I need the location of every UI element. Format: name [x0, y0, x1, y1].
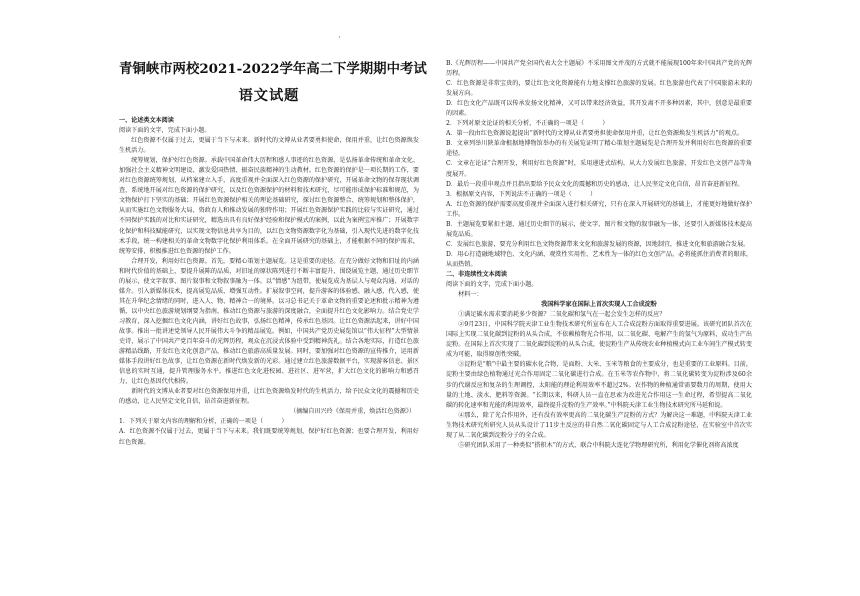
paragraph-4: 新时代的文博从业者要对红色资源保用并重，让红色资源焕发时代的生机活力，给予民众文化的震撼和历史的感动，让人民坚定文化自信，昂首奋进新征程。 — [119, 388, 419, 406]
paragraph-1: 红色资源不仅属于过去，更属于当下与未来。新时代的文博从业者要勇担使命，保用并重，让红色资源焕发生机活力。 — [119, 137, 419, 155]
right-column — [446, 0, 752, 596]
page-title: 青铜峡市两校2021-2022学年高二下学期期中考试 — [119, 61, 427, 77]
page-marker: · — [338, 33, 341, 43]
paragraph-2: 统筹规划，保护好红色资源。承载中国革命伟大历程和感人事迹的红色资源，是弘扬革命传统和革命文化、加强社会主义精神文明建设、激发爱国热情、振奋民族精神的生动教材。红色资源的保护是一项长期的工作，要对红色资源统筹规划，从档案建立入手，高度重视并全面深入红色资源的保护研究，开展革命文物的保存现状调查，系统地开展对红色资源的保护研究，以及红色资源保护的材料和技术研究，尽可能形成保护标准和规范，为文物保护打下坚实的基础；开展红色资源保护相关的理论基础研究，探讨红色资源整合、统筹规划和整体保护，从而实施红色文物服务大局、资政育人和推动发展的独特作用；开展红色资源保护实践的比较与实证研究，通过不同保护实践的对比和实证研究，精选出具有良好保护经验和保护模式的案例，以此为案例宝库推广；开展数字化保护和科技赋能研究，以实现文物信息共享为目的，以红色文物资源数字化为基础，引入现代先进的数字化技术手段，统一构建相关的革命文物数字化保护利用体系。在全面开展研究的基础上，才能根据不同的保护需求，统筹安排，积极推进红色资源的保护工作。 — [119, 157, 419, 255]
question-1-option-a: A．红色资源不仅属于过去，更属于当下与未来。我们既要统筹规划，保护好红色资源；也要合理开发，利用好红色资源。 — [119, 428, 419, 446]
section2-instruction: 阅读下面的文字，完成下面小题。 — [446, 281, 538, 289]
material-paragraph-2: ②9月23日，中国科学院天津工业生物技术研究所宣布在人工合成淀粉方面取得重要进展。该研究团队首次在国际上实现二氧化碳到淀粉的从头合成，不依赖植物光合作用，以二氧化碳、电解产生的氢气为原料，成功生产出淀粉。在国际上首次实现了二氧化碳到淀粉的从头合成，使淀粉生产从传统农业种植模式向工业车间生产模式转变成为可能，取得原创性突破。 — [446, 321, 752, 359]
question-1: 1．下列关于原文内容的理解和分析，正确的一项是（ ） — [119, 418, 288, 426]
left-column — [119, 0, 427, 596]
material-label: 材料一： — [458, 291, 483, 299]
material-paragraph-5: ⑤研究团队采用了一种类似“搭积木”的方式，联合中科院大连化学物理研究所，利用化学催化剂将高浓度 — [458, 441, 739, 449]
section1-heading: 一、论述类文本阅读 — [119, 117, 174, 124]
page-subtitle: 语文试题 — [238, 88, 300, 104]
question-3-option-b: B．主题展览要紧扣主题，通过历史细节的展示，使文字、图片和文物的叙事融为一体，还要引入新媒体技术提高展览品质。 — [446, 220, 752, 238]
material-paragraph-3: ③淀粉是“粮”中最主要的碳水化合物，是面粉、大米、玉米等粮食的主要成分，也是重要的工业原料。目前，淀粉主要由绿色植物通过光合作用固定二氧化碳进行合成。在玉米等农作物中，将二氧化碳转变为淀粉涉及60余步的代谢反应和复杂的生理调控，太阳能的理论利用效率不超过2%。农作物的种植通常需要数月的周期，使用大量的土地、淡水、肥料等资源。“长期以来，科研人员一直在思索为改进光合作用这一生命过程，希望提高二氧化碳的转化速率和光能的利用效率，最终提升淀粉的生产效率。”中科院天津工业生物技术研究所马延和说。 — [446, 361, 752, 409]
material-paragraph-1: ①满足碳水需求要消耗多少资源？二氧化碳和氢气在一起会发生怎样的反应？ — [458, 311, 666, 319]
question-3: 3．根据原文内容，下列说法不正确的一项是（ ） — [446, 190, 597, 198]
question-2: 2．下列对原文论证的相关分析，不正确的一项是（ ） — [446, 120, 609, 128]
left-column-text — [119, 116, 419, 448]
question-1-option-c: C．红色资源是非常宝贵的，要让红色文化资源能有力地支撑红色旅游的发展。红色旅游也代表了中国旅游未来的发展方向。 — [446, 80, 752, 98]
source-citation: （摘编自田兴玲《保用并重，焕活红色资源》） — [290, 408, 415, 416]
question-3-option-c: C．发展红色旅游，要充分利用红色文物资源带来文化和旅游发展的资源，因地制宜，推进文化和旅游融合发展。 — [446, 240, 750, 248]
question-2-option-d: D．最后一段重申观点并且指出要给予民众文化的震撼和历史的感动，让人民坚定文化自信，昂首奋进新征程。 — [446, 180, 744, 188]
section1-instruction: 阅读下面的文字，完成下面小题。 — [119, 127, 211, 135]
paragraph-3: 合理开发，利用好红色资源。首先，要精心策划主题展览。这是重要的途径。在充分做好文物和旧址的内涵和时代价值的基础上，要提升展陈的品质，对旧址的原状陈列进行不断丰富提升，围绕展览主题，通过历史细节的展示，使文字叙事、图片叙事和文物叙事融为一体。以“情感”为纽带，使展览成为基层人与观众沟通、对话的媒介。引入新媒体技术，提高展览品质，增强互动性。扩展叙事空间，提升游客的体验感、融入感、代入感，使其在升华纪念情绪的同时，进入人、物、精神合一的境界。以习总书记关于革命文物的重要论述和批示精神为遵循，以中央红色旅游规划纲要为指南，推动红色资源与旅游的深度融合，全面提升红色文化影响力。结合党史学习教育，深入挖掘红色文化内涵，讲好红色故事，弘扬红色精神，传承红色基因。让红色资源活起来，讲好中国故事。推出一批讲述党领导人民开展伟大斗争的精品展览。例如，中国共产党历史展览馆以“伟大征程”大型情景史诗，展示了中国共产党百年奋斗的光辉历程，观众在沉浸式体验中受到精神洗礼。结合各地实际，打造红色旅游精品线路，开发红色文化创意产品，推动红色旅游高质量发展。同时，要加强对红色资源的宣传推介，运用新媒体手段讲好红色故事，让红色资源在新时代焕发新的光彩。通过建立红色旅游数据平台，实现游客信息、景区信息的实时互通，提升管理服务水平。推进红色文化进校园、进社区、进军营，扩大红色文化的影响力和感召力，让红色基因代代相传。 — [119, 257, 419, 386]
question-1-option-b: B.《光辉历程——中国共产党全国代表大会主题展》不采用图文并茂的方式就不能展现100年来中国共产党的光辉历程。 — [446, 60, 752, 78]
right-column-text — [446, 59, 752, 451]
question-2-option-a: A．第一段由红色资源说起提出“新时代的文博从业者要勇担使命保用并重，让红色资源焕发生机活力”的观点。 — [446, 130, 744, 138]
article-title: 我国科学家在国际上首次实现人工合成淀粉 — [541, 301, 657, 309]
question-3-option-a: A．红色资源的保护需要高度重视并全面深入进行相关研究，只有在深入开展研究的基础上，才能更好地做好保护工作。 — [446, 200, 752, 218]
section2-heading: 二、非连续性文本阅读 — [446, 270, 507, 278]
question-2-option-c: C．文章在论证“合理开发，利用好红色资源”时，采用递进式结构，从大力发展红色旅游、开发红色文创产品等角度展开。 — [446, 160, 752, 178]
question-2-option-b: B．文章列举川陕革命根据地博物馆举办的有关展览证明了精心策划主题展览是合理开发并利用好红色资源的重要途径。 — [446, 140, 752, 158]
question-3-option-d: D．用心打造融地域特色、文化内涵、观赏性实用性、艺术性为一体的红色文创产品，必将能抓住消费者的眼球，从而热销。 — [446, 250, 752, 268]
material-paragraph-4: ④那么，除了光合作用外，还有没有效率更高的二氧化碳生产淀粉的方式？为解决这一难题，中科院天津工业生物技术研究所研究人员从头设计了11步主反应的非自然二氧化碳固定与人工合成淀粉途径，在实验室中首次实现了从二氧化碳到淀粉分子的全合成。 — [446, 411, 752, 439]
question-1-option-d: D．红色文化产品既可以传承发扬文化精神，又可以带来经济效益，其开发离不开多种因素，其中，创意是最重要的因素。 — [446, 100, 752, 118]
